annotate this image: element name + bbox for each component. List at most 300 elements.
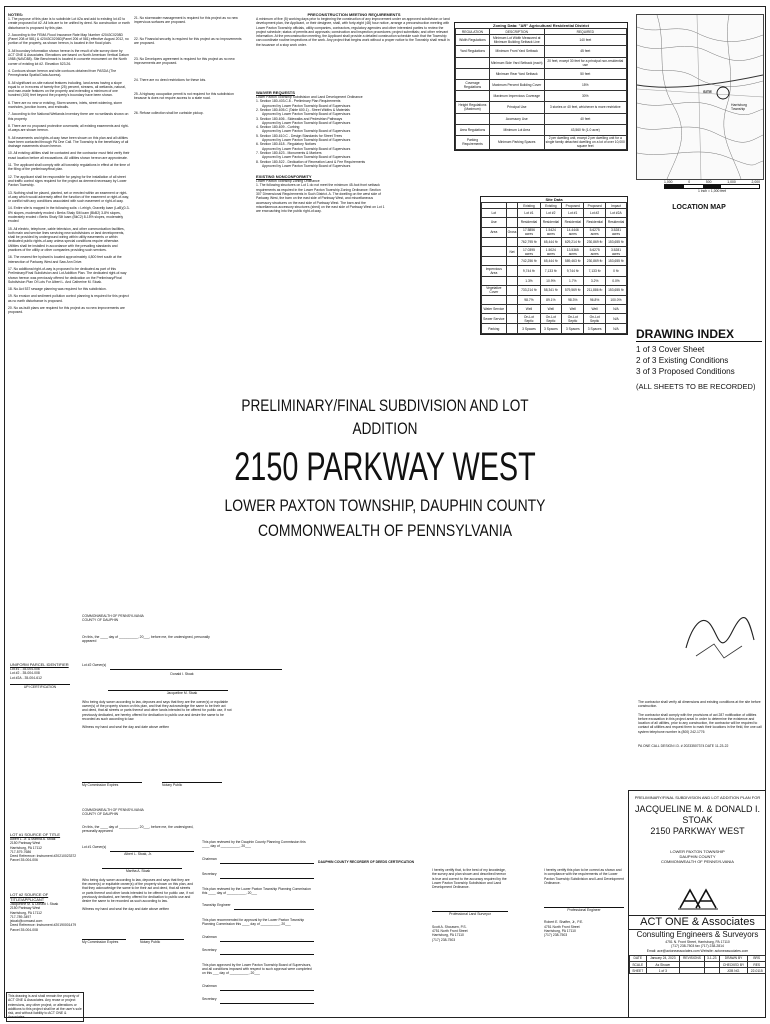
tb-sheet: 1 of 3 [646, 968, 680, 974]
engineer-line: (717) 238-7503 [544, 933, 568, 938]
twp-plan-review: This plan reviewed by the Lower Paxton Township Planning Commission this ____ day of __________, 20___ [202, 886, 311, 895]
recorder-certification: DAUPHIN COUNTY RECORDER OF DEEDS CERTIFICATION [318, 860, 415, 864]
waiver-item: 1. Section 180-403.C.8 - Preliminary Plan Requirements [256, 99, 341, 104]
zoning-row [456, 102, 627, 113]
site-row [482, 257, 627, 266]
tb-county: DAUPHIN COUNTY [679, 854, 716, 859]
zoning-cell: 43,560 ft² (1.0 acre) [544, 124, 626, 135]
twp-engineer-label: Township Engineer [202, 903, 231, 908]
site-cell: 10.9% [540, 276, 562, 285]
tb-addr1: 4751 N. Front Street, Harrisburg, PA 17110 [665, 940, 730, 944]
site-row [482, 295, 627, 304]
site-cell: Lot #2 [540, 209, 562, 218]
upi-line: Lot #2 - 35-004-008 [10, 671, 40, 676]
twp-approve: This plan approved by the Lower Paxton Township Board of Supervisors, and all conditions imposed with respect to such approval were completed on this ___ day of __________, 20___ [202, 962, 312, 976]
waiver-item: 4. Section 180-609 - Curbing [256, 125, 300, 130]
site-cell: 17.0395 acres [518, 246, 540, 256]
chair-label: Chairman [202, 934, 217, 939]
note-item: 13. Nothing shall be placed, planted, set or erected within an easement or right-of-way which would adversely affect the function of the easement or right-of-way, or conflict with any conditions associated with such easement or right-of-way. [8, 190, 130, 204]
note-item: 4. Contours shown hereon and site contours obtained from PASDA (The Pennsylvania Spatial Data Access). [8, 68, 117, 78]
site-row [482, 324, 627, 333]
site-row [482, 227, 627, 237]
zoning-cell: 140 feet [544, 35, 626, 46]
tb-checked: RES [748, 962, 766, 968]
site-cell [506, 276, 518, 285]
ack2-owner-label: Lot #1 Owner(s) [82, 845, 107, 850]
zoning-row [456, 91, 627, 102]
engineer-line: Robert E. Shaffer, Jr., P.E. [544, 920, 584, 925]
noncon-body: 1. The following structures on Lot 1 do not meet the minimum 45-foot front setback requirements as required in the Lower Paxton Township Zoning Ordinance: Section 307 Dimensional Requirements in Such District. A. The dwelling on the west side of Parkway West, the barn on the east side of Parkway West, and miscellaneous accessory structures on the east side of Parkway West. The barn and the miscellaneous accessory structures (shed) on the east side of Parkway West on Lot 1 are encroaching into the public right-of-way. [256, 183, 385, 214]
drawing-index [636, 328, 762, 391]
waiver-intro: Lower Paxton Township Subdivision and Land Development Ordinance [256, 95, 363, 100]
site-cell: 3.5281 acres [605, 227, 626, 237]
site-cell: 211,886 ft² [584, 285, 606, 295]
zoning-col-header: REQUIRED [544, 29, 626, 35]
zoning-cell: Yard Regulations [456, 46, 490, 57]
lot2-source-of-title [10, 892, 82, 932]
site-row [482, 209, 627, 218]
note-item: 14. Entire site is mapped in the following soils: • Lehigh, Gravelly loam (LaB)(0-3-8% slopes, moderately eroded • Berks Shaly Silt loam (BkB2) 3-8% slopes, moderately eroded • Berks Shaly Silt loam (BkC2) 8-15% slopes, moderately eroded [8, 206, 130, 224]
tb-drawn: BRS [748, 955, 766, 961]
lot2-source-line: jstoak@comcast.com [10, 919, 43, 924]
note-item: 24. There are no deed restrictions for these lots. [134, 77, 207, 82]
waiver-item: 3. Section 180-606 - Sidewalks and Pedestrian Pathways [256, 116, 343, 121]
ack1-county: COUNTY OF DAUPHIN [82, 618, 119, 623]
zoning-cell: Maximum Percent Building Cover [489, 79, 544, 90]
site-row [482, 237, 627, 246]
site-cell: 7,133 ft² [540, 266, 562, 276]
noncon-heading: EXISTING NONCONFORMITY [256, 174, 312, 180]
scale-tick-label: 2,000 [751, 180, 760, 184]
ack2-body: Who being duly sworn according to law, deposes and says that they are the owner(s) or equitable owner(s) of the property shown on this plan, and that they acknowledge the same to be their act and deed, that all streets or parts thereof and other lands intended to be offered for public use, if not previously dedicated, are hereby offered for dedication to public use and desire the same to be recorded as such according to law. [82, 877, 194, 904]
lot1-source-line: 2150 Parkway West [10, 841, 41, 846]
contractor-p1: The contractor shall verify all dimensions and existing conditions at the site before construction. [638, 700, 761, 709]
tb-addr3: Email: ace@actoneassociates.com Website: actoneassociates.com [646, 948, 749, 953]
site-cell: Well [584, 305, 606, 314]
site-cell: 629,214 ft² [562, 237, 584, 246]
zoning-cell: Minimum Lot Area [489, 124, 544, 135]
tb-rev-label: REVISIONS [680, 955, 705, 961]
tb-firm-sub: Consulting Engineers & Surveyors [636, 930, 759, 939]
zoning-row [456, 68, 627, 79]
zoning-cell: Maximum Impervious Coverage [489, 91, 544, 102]
middle-column [256, 12, 452, 217]
surveyor-body: I hereby certify that, to the best of my knowledge, the survey and plan shown and described hereon is true and correct to the accuracy required by the Lower Paxton Township Subdivision and Land Development Ordinance. [432, 868, 507, 890]
township-label: Harrisburg Township [731, 103, 747, 112]
site-cell: Use [482, 218, 507, 227]
site-cell: 3.5281 acres [605, 246, 626, 256]
lot1-source-line: 717-579-7686 [10, 849, 32, 854]
site-cell: On-Lot Septic [540, 314, 562, 324]
site-cell: 742,256 ft² [518, 257, 540, 266]
site-cell: 98.3% [562, 295, 584, 304]
waiver-approval: Approved by Lower Paxton Township Board of Supervisors [262, 112, 351, 117]
site-cell [506, 314, 518, 324]
tb-job-label: JOB NO. [719, 968, 748, 974]
site-col-header: Proposed [584, 203, 606, 209]
site-cell: 0.0% [605, 276, 626, 285]
ack1-notary: Notary Public [162, 782, 222, 787]
site-cell: 13.5365 acres [562, 246, 584, 256]
site-cell: 1.5424 acres [540, 227, 562, 237]
tb-owner2: 2150 PARKWAY WEST [650, 826, 745, 836]
zoning-cell: 50 feet [544, 68, 626, 79]
lot1-source-line: Parcel 35-004-006 [10, 858, 38, 863]
note-item: 5. All significant on-site natural features including, land areas having a slope equal to or in excess of twenty five (25) percent, streams, all wetlands, natural, and man-made features on the property and extending a minimum of one hundred (100) feet beyond the property's boundary have been shown. [8, 80, 126, 98]
site-cell: 733,214 ft² [518, 285, 540, 295]
site-row [482, 218, 627, 227]
site-cell: Net [506, 246, 518, 256]
zoning-cell: Minimum Parking Spaces [489, 135, 544, 149]
waiver-approval: Approved by Lower Paxton Township Board of Supervisors [262, 163, 351, 168]
site-cell: Residential [518, 218, 540, 227]
scale-tick-label: 1,000 [664, 180, 673, 184]
lot2-source-line: 2150 Parkway West [10, 906, 41, 911]
site-cell: Residential [562, 218, 584, 227]
zoning-cell: 20 feet, except 30 feet for a principal non-residential use [544, 57, 626, 68]
firm-logo-icon [678, 888, 718, 910]
site-cell: Gross [506, 227, 518, 237]
zoning-cell: Area Regulations [456, 124, 490, 135]
note-item: 25. A highway occupation permit is not required for this subdivision because is does not require access to a state road. [134, 92, 234, 101]
plan-title [150, 394, 620, 544]
zoning-title: Zoning Data: "AR" Agricultural Residential District [493, 23, 589, 28]
drawing-index-item: 2 of 3 Existing Conditions [636, 356, 729, 365]
scale-note: 1 inch = 1,000 feet [698, 189, 726, 194]
note-item: 19. No erosion and sediment pollution control planning is required for this project as no earth disturbance is proposed. [8, 294, 129, 303]
note-item: 2. According to the FEMA Flood Insurance Rate Map Number 42043C0208D (Panel 208 of 581) & 42043C0206D(Panel 206 of 581) effective August 2012, no portion of the property, as shown hereon, is located in the flood plain. [8, 32, 129, 46]
site-cell [506, 285, 518, 295]
location-map-title: LOCATION MAP [672, 204, 726, 211]
notes-heading: NOTES: [8, 12, 24, 17]
note-item: 15. All electric, telephone, cable television, and other communication facilities, both main and service lines servicing new subdivisions or land developments, shall be provided by underground wiring within utility easements or within dedicated public rights-of-way unless special conditions require otherwise. Utilities shall be installed in accordance with the prevailing standards and practices of the utility or other companies providing such services. [8, 226, 125, 253]
upi-cert: UPI CERTIFICATION [10, 684, 70, 689]
ack1-owner-name2: Jacqueline M. Stoak [166, 691, 198, 696]
tb-job: 22-0115 [748, 968, 766, 974]
surveyor-line: Scott A. Shouwen, P.S. [432, 924, 467, 929]
tb-twp: LOWER PAXTON TOWNSHIP [670, 849, 725, 854]
approval-block [202, 840, 314, 1004]
ack1-body: Who being duly sworn according to law, deposes and says that they are the owner(s) or equitable owner(s) of the property shown on this plan, and that they acknowledge the same to be their act and deed, that all streets or parts thereof and other lands intended to be offered for public use, if not previously dedicated, are hereby offered for dedication to public use and desire the same to be recorded as such according to law. [82, 699, 232, 721]
site-cell: Parking [482, 324, 507, 333]
zoning-cell: Principal Use [489, 102, 544, 113]
county-chair-label: Chairman [202, 856, 217, 861]
site-cell: 589,463 ft² [562, 257, 584, 266]
site-row [482, 246, 627, 256]
scale-tick-label: 1,000 [727, 180, 736, 184]
lot1-source-line: Deed Reference: Instrument #20210023372 [10, 854, 77, 859]
lot1-source-line: Albert L. Jr. & Martha A. Stoak [10, 837, 56, 841]
lot2-source-line: Jacqueline M. & Donald I. Stoak [10, 902, 59, 906]
drawing-index-item: 1 of 3 Cover Sheet [636, 345, 705, 354]
site-cell: 1.3% [518, 276, 540, 285]
site-cell: Lot #1 [518, 209, 540, 218]
lot2-source-line: Parcel 35-004-008 [10, 927, 38, 932]
site-cell: 98.7% [518, 295, 540, 304]
site-cell [482, 257, 507, 266]
site-row [482, 305, 627, 314]
lot2-source-line: 717-789-3497 [10, 914, 32, 919]
site-cell: 3.2% [584, 276, 606, 285]
twp-recommend: This plan recommended for approval by the Lower Paxton Township Planning Commission this ____ day of __________, 20___ [202, 918, 305, 927]
site-cell: 153,655 ft² [605, 237, 626, 246]
site-cell: 58,341 ft² [540, 285, 562, 295]
seal-area [680, 596, 758, 670]
tb-date-label: DATE [630, 955, 647, 961]
site-cell: 762,795 ft² [518, 237, 540, 246]
note-item: 22. No Financial security is required for this project as no improvements are proposed. [134, 36, 242, 45]
ack1-commission: My Commission Expires [82, 782, 142, 787]
site-col-header: Proposed [562, 203, 584, 209]
zoning-cell [456, 57, 490, 68]
zoning-cell: Parking Requirements [456, 135, 490, 149]
uniform-parcel-identifier [10, 662, 70, 689]
site-cell: N/A [605, 305, 626, 314]
site-cell: 14.4446 acres [562, 227, 584, 237]
site-cell: Residential [540, 218, 562, 227]
zoning-row [456, 124, 627, 135]
site-label: SITE [703, 89, 712, 94]
site-cell: 9,744 ft² [518, 266, 540, 276]
zoning-row [456, 57, 627, 68]
site-cell: 230,869 ft² [584, 237, 606, 246]
waiver-item: 2. Section 180-605.C (Table 600.1) - Street Widths & Materials [256, 107, 350, 112]
site-cell [506, 209, 518, 218]
title-line-4: LOWER PAXTON TOWNSHIP, DAUPHIN COUNTY [224, 496, 546, 515]
note-item: 20. No as-built plans are required for this project as no new improvements are proposed. [8, 306, 125, 315]
engineer-line: Harrisburg, PA 17110 [544, 929, 576, 934]
site-cell: Lot #2A [605, 209, 626, 218]
zoning-cell: 3 stories or 40 feet, whichever is more restrictive [544, 102, 626, 113]
county-sec-label: Secretary [202, 871, 217, 876]
zoning-table [454, 22, 628, 151]
note-item: 12. The applicant shall be responsible for paying for the installation of all street and traffic control signs required for the project as deemed necessary by Lower Paxton Township. [8, 174, 127, 188]
note-item: 9. All easements and rights-of-way have been shown on this plan and all utilities have been contacted through PA One Call. The Township is the beneficiary of all drainage easements shown hereon. [8, 135, 129, 149]
drawing-index-note: (ALL SHEETS TO BE RECORDED) [636, 382, 756, 391]
waiver-item: 6. Section 180-618 - Regulatory Notices [256, 142, 317, 147]
waiver-approval: Approved by Lower Paxton Township Board of Supervisors [262, 129, 351, 134]
site-cell: 17.5856 acres [518, 227, 540, 237]
site-col-header: Existing [518, 203, 540, 209]
site-cell: Lot #2 [584, 209, 606, 218]
site-cell: 65,444 ft² [540, 257, 562, 266]
tb-drawn-label: DRAWN BY [719, 955, 748, 961]
zoning-row [456, 35, 627, 46]
upi-line: Lot #1 - 35-004-006 [10, 667, 40, 671]
lot2-source-line: Harrisburg, PA 17112 [10, 910, 42, 915]
engineer-label: Professional Engineer [544, 907, 624, 912]
precon-body: A minimum of five (5) working days prior to beginning the construction of any improvement under an approved subdivision or land development plan, the Applicant, or their designee, shall, with forty-eight (48) hour notice, arrange a preconstruction meeting with Lower Paxton Township officials, utility companies, contractors, regulatory agencies and other interested parties to review the project schedule; status of permits and approvals; construction and inspection procedures; project submittals; and other relevant information. At the preconstruction meeting, the Applicant shall provide a detailed construction schedule such that the Township can coordinate routine inspections of the work. Any project that begins work without a proper notice to the Township shall result in the issuance of a stop work order. [256, 17, 450, 47]
site-data-table [480, 196, 628, 335]
waiver-heading: WAIVER REQUESTS [256, 90, 295, 96]
ack1-owner-label: Lot #2 Owner(s) [82, 663, 107, 668]
site-cell [482, 276, 507, 285]
zoning-row [456, 46, 627, 57]
zoning-col-header: REGULATION [456, 29, 490, 35]
zoning-row [456, 79, 627, 90]
upi-line: Lot #2A - 35-004-612 [10, 675, 42, 680]
ack2-owner-name2: Martha A. Stoak [125, 869, 151, 874]
site-cell [506, 295, 518, 304]
contractor-notes [638, 700, 762, 748]
firm-logo [629, 888, 766, 915]
lot1-source-of-title [10, 832, 78, 863]
site-cell: Area [482, 227, 507, 237]
site-row [482, 276, 627, 285]
waiver-item: 7. Section 180-623 - Monuments & Markers [256, 150, 322, 155]
site-cell: Lot [482, 209, 507, 218]
county-review: This plan reviewed by the Dauphin County Planning Commission this ____ day of __________, 20___ [202, 840, 306, 849]
site-cell [482, 295, 507, 304]
ack2-state: COMMONWEALTH OF PENNSYLVANIA [82, 808, 144, 812]
zoning-cell [456, 91, 490, 102]
scale-tick-label: 0 [688, 180, 691, 184]
tb-scale: As Shown [646, 962, 680, 968]
zoning-cell: Width Regulations [456, 35, 490, 46]
acknowledgement-lot2 [82, 614, 282, 787]
lot1-source-heading: LOT #1 SOURCE OF TITLE [10, 832, 61, 837]
site-col-header: Existing [540, 203, 562, 209]
ack2-witness: Witness my hand and seal the day and date above written [82, 906, 170, 911]
ack2-commission: My Commission Expires [82, 939, 126, 944]
site-cell [506, 324, 518, 333]
location-map [636, 14, 764, 180]
site-cell [506, 266, 518, 276]
site-cell: 3 Spaces [584, 324, 606, 333]
tb-owner1: JACQUELINE M. & DONALD I. STOAK [634, 804, 761, 825]
lot2-source-heading: LOT #2 SOURCE OF TITLE/APPLICANT [10, 892, 49, 902]
ack2-on-this: On this, the ____ day of __________, 20___, before me, the undersigned, personally appeared [82, 824, 194, 833]
site-cell: 579,569 ft² [562, 285, 584, 295]
site-cell: 96.8% [584, 295, 606, 304]
site-cell: 1.5024 acres [540, 246, 562, 256]
note-item: 21. No stormwater management is required for this project as no new impervious surfaces are proposed. [134, 16, 238, 25]
site-cell: On-Lot Septic [518, 314, 540, 324]
tb-plan-for: PRELIMINARY/FINAL SUBDIVISION AND LOT ADDITION PLAN FOR [634, 795, 761, 800]
zoning-row [456, 113, 627, 124]
site-row [482, 266, 627, 276]
site-cell: 153,655 ft² [605, 257, 626, 266]
chair-label-2: Chairman [202, 983, 217, 988]
waiver-approval: Approved by Lower Paxton Township Board of Supervisors [262, 146, 351, 151]
ack1-witness: Witness my hand and seal the day and date above written [82, 725, 170, 730]
upi-heading: UNIFORM PARCEL IDENTIFIER [10, 662, 69, 667]
seal-signature-graphic [680, 596, 758, 670]
secretary-label-2: Secretary [202, 996, 217, 1001]
tb-info-table [629, 955, 766, 975]
site-cell: On-Lot Septic [562, 314, 584, 324]
notes-column-2 [134, 16, 246, 125]
tb-sheet-label: SHEET [630, 968, 647, 974]
zoning-cell: 2 per dwelling unit, except 2 per dwelling unit for a single family detached dwelling on a lot of over 10,000 square feet [545, 136, 625, 149]
zoning-cell [456, 68, 490, 79]
site-cell: 100.0% [605, 295, 626, 304]
title-line-2: ADDITION [352, 419, 418, 438]
site-cell: Impervious Area [482, 266, 507, 276]
site-cell: Sewer Service [482, 314, 507, 324]
note-item: 18. No Act 537 sewage planning was required for this subdivision. [8, 287, 107, 292]
zoning-cell: 30% [544, 91, 626, 102]
site-cell: On-Lot Septic [584, 314, 606, 324]
zoning-cell: Minimum Front Yard Setback [489, 46, 544, 57]
tb-scale-label: SCALE [630, 962, 647, 968]
site-cell: Well [540, 305, 562, 314]
site-cell: 153,655 ft² [605, 285, 626, 295]
zoning-cell: Accessory Use [489, 113, 544, 124]
site-cell: 1.7% [562, 276, 584, 285]
site-cell: 230,869 ft² [584, 257, 606, 266]
noncon-intro: Lower Paxton Township Zoning Ordinance [256, 179, 320, 184]
contractor-p2: The contractor shall comply with the provisions of act 287 notification of utilities before excavation in this project area! In order to determine the existence and location of all utilities, prior to any construction, the contractor will be required to contact all utilities and request them to mark their locations in the field, the one call system telephone number is (800) 242-1776 [638, 712, 762, 734]
site-cell: Vegetative Cover [482, 285, 507, 295]
acknowledgement-lot1 [82, 808, 194, 944]
waiver-item: 5. Section 180-610.C - Design Standards for Street Trees [256, 133, 343, 138]
note-item: 1. The purpose of this plan is to subdivide Lot #2a and add to existing lot #2 to create proposed lot #2. All lots are to be unified by deed. No construction or earth disturbance is proposed by this plan. [8, 17, 130, 30]
site-cell: 3 Spaces [562, 324, 584, 333]
tb-rev: 3-1-23 [704, 955, 719, 961]
ack2-owner-name: Albert L. Stoak, Jr. [124, 852, 152, 857]
site-cell: Residential [605, 218, 626, 227]
site-cell: 65,444 ft² [540, 237, 562, 246]
site-cell: Water Service [482, 305, 507, 314]
note-item: 6. There are no new or existing, Storm sewers, inlets, street widening, storm manholes, junction boxes, and endwalls. [8, 100, 123, 110]
site-cell: N/A [605, 324, 626, 333]
waiver-approval: Approved by Lower Paxton Township Board of Supervisors [262, 120, 351, 125]
lot2-source-line: Deed Reference: Instrument #20190001479 [10, 923, 77, 928]
ack2-county: COUNTY OF DAUPHIN [82, 812, 119, 817]
pa-one-call: PA ONE CALL DESIGN I.D. # 20233507374 DATE 11-23-22 [638, 744, 729, 749]
ack1-state: COMMONWEALTH OF PENNSYLVANIA [82, 614, 144, 618]
tb-checked-label: CHECKED BY [719, 962, 748, 968]
drawing-index-item: 3 of 3 Proposed Conditions [636, 367, 735, 376]
note-item: 16. The nearest fire hydrant is located approximately 4,800 feet south at the intersection of Parkway West and Saw Ann Drive. [8, 255, 122, 264]
ack1-on-this: On this, the ____ day of __________, 20___, before me, the undersigned, personally appeared [82, 634, 210, 643]
site-cell: Well [562, 305, 584, 314]
site-cell: 3 Spaces [540, 324, 562, 333]
site-cell: 3 Spaces [518, 324, 540, 333]
note-item: 23. No Developers agreement is required for this project as no new improvements are proposed. [134, 57, 235, 66]
scale-tick-label: 500 [705, 180, 712, 184]
engineer-certification [544, 868, 624, 938]
zoning-cell: 45 feet [544, 46, 626, 57]
site-cell: 7,133 ft² [584, 266, 606, 276]
site-cell: Lot #1 [562, 209, 584, 218]
title-line-3: 2150 PARKWAY WEST [234, 445, 536, 489]
copyright-notice: This drawing is and shall remain the property of ACT ONE & Associates. Any reuse or project extensions, any other project, or alterations or additions to this project shall be at the user's sole risk, and without liability to ACT ONE & Associates. [6, 992, 84, 1022]
surveyor-line: Harrisburg, PA 17110 [432, 933, 464, 938]
site-cell: 89.1% [540, 295, 562, 304]
site-cell [506, 237, 518, 246]
note-item: 26. Refuse collection shall be curbside pickup. [134, 110, 204, 115]
site-cell [482, 246, 507, 256]
note-item: 7. According to the National Wetlands Inventory there are no wetlands shown on this property. [8, 112, 129, 121]
zoning-cell: Minimum Rear Yard Setback [489, 68, 544, 79]
site-cell [482, 237, 507, 246]
map-scale-bar [664, 180, 760, 194]
zoning-col-header: DESCRIPTION [489, 29, 544, 35]
note-item: 3. All boundary information shown hereon is the result of site survey done by ACT ONE & Associates. Elevations are based on North American Vertical Datum 1988 (NAVD88). Site Benchmark is located in concrete monument on the North corner of existing lot #2. Elevation 523.26. [8, 48, 129, 66]
surveyor-certification [432, 868, 508, 942]
note-item: 10. All existing utilities shall be contacted and the contractor must field verify their exact location before all excavations. All utilities shown hereon are approximate. [8, 151, 130, 160]
waiver-approval: Approved by Lower Paxton Township Board of Supervisors [262, 155, 351, 160]
drawing-index-title: DRAWING INDEX [636, 328, 762, 342]
site-row [482, 314, 627, 324]
site-cell: N/A [605, 314, 626, 324]
title-line-5: COMMONWEALTH OF PENNSYLVANIA [257, 521, 513, 540]
zoning-cell: Coverage Regulations [456, 79, 490, 90]
tb-date: January 24, 2023 [646, 955, 680, 961]
site-data-title: Site Data [545, 197, 563, 202]
